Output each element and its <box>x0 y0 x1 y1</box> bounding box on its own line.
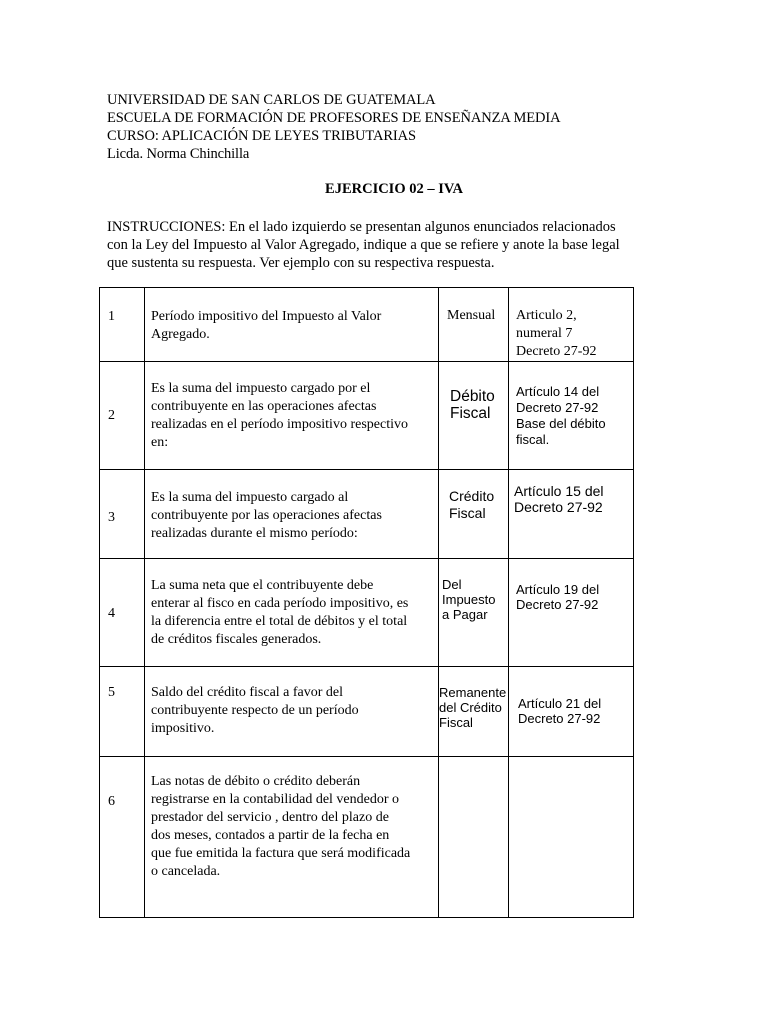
legal-base-line: Artículo 15 del <box>514 483 604 499</box>
description-line: de créditos fiscales generados. <box>151 631 322 647</box>
legal-base-line: Articulo 2, <box>516 308 577 323</box>
description-line: contribuyente por las operaciones afectas <box>151 508 382 523</box>
row-answer <box>439 362 509 470</box>
description-line: prestador del servicio , dentro del plazo de <box>151 810 389 825</box>
answer-line: del Crédito <box>439 700 502 715</box>
description-line: Saldo del crédito fiscal a favor del <box>151 685 344 700</box>
description-line: enterar al fisco en cada período impositivo, es <box>151 595 409 611</box>
row-description <box>145 757 439 918</box>
description-line: Agregado. <box>151 327 210 342</box>
instructions-line: con la Ley del Impuesto al Valor Agregado, indique a que se refiere y anote la base legal <box>107 237 620 253</box>
row-number: 4 <box>100 559 145 667</box>
answer-line: Remanente <box>439 685 507 700</box>
answer-line: Del <box>442 577 462 592</box>
exercise-table <box>99 287 634 918</box>
row-description <box>145 362 439 470</box>
row-legal-base <box>509 288 634 362</box>
instructions-line: INSTRUCCIONES: En el lado izquierdo se presentan algunos enunciados relacionados <box>107 219 616 235</box>
row-answer <box>439 288 509 362</box>
description-line: dos meses, contados a partir de la fecha en <box>151 828 390 843</box>
description-line: Período impositivo del Impuesto al Valor <box>151 309 382 324</box>
row-description <box>145 470 439 559</box>
legal-base-line: fiscal. <box>516 432 550 447</box>
row-description <box>145 288 439 362</box>
answer-line: a Pagar <box>442 607 488 622</box>
answer-line: Mensual <box>447 308 496 323</box>
header-course: CURSO: APLICACIÓN DE LEYES TRIBUTARIAS <box>107 128 416 144</box>
table-row <box>100 757 634 918</box>
exercise-title: EJERCICIO 02 – IVA <box>325 181 463 197</box>
row-legal-base <box>509 470 634 559</box>
answer-line: Débito <box>450 388 495 405</box>
row-answer <box>439 470 509 559</box>
header-university: UNIVERSIDAD DE SAN CARLOS DE GUATEMALA <box>107 92 436 108</box>
legal-base-line: Base del débito <box>516 416 606 431</box>
row-legal-base <box>509 757 634 918</box>
row-answer <box>439 667 509 757</box>
description-line: Es la suma del impuesto cargado por el <box>151 380 371 396</box>
description-line: contribuyente respecto de un período <box>151 703 359 718</box>
row-description <box>145 559 439 667</box>
table-row <box>100 667 634 757</box>
table-row <box>100 362 634 470</box>
header-instructor: Licda. Norma Chinchilla <box>107 146 250 162</box>
legal-base-line: Decreto 27-92 <box>514 499 603 515</box>
table-row <box>100 288 634 362</box>
description-line: Es la suma del impuesto cargado al <box>151 490 349 505</box>
row-number: 2 <box>100 362 145 470</box>
row-description <box>145 667 439 757</box>
instructions-line: que sustenta su respuesta. Ver ejemplo con su respectiva respuesta. <box>107 255 495 271</box>
answer-line: Impuesto <box>442 592 496 607</box>
answer-line: Fiscal <box>439 715 473 730</box>
row-legal-base <box>509 667 634 757</box>
row-legal-base <box>509 362 634 470</box>
description-line: Las notas de débito o crédito deberán <box>151 774 361 789</box>
answer-line: Fiscal <box>449 505 486 521</box>
legal-base-line: Decreto 27-92 <box>516 400 599 415</box>
row-number: 5 <box>100 667 145 757</box>
row-answer <box>439 559 509 667</box>
row-number: 1 <box>100 288 145 362</box>
description-line: la diferencia entre el total de débitos y el total <box>151 613 408 629</box>
legal-base-line: Decreto 27-92 <box>518 711 601 726</box>
header-school: ESCUELA DE FORMACIÓN DE PROFESORES DE ENSEÑANZA MEDIA <box>107 110 561 126</box>
document-header <box>107 91 561 163</box>
description-line: contribuyente en las operaciones afectas <box>151 398 377 414</box>
legal-base-line: Artículo 19 del <box>516 582 600 597</box>
description-line: que fue emitida la factura que será modificada <box>151 846 411 861</box>
description-line: en: <box>151 434 169 450</box>
instructions <box>107 218 647 272</box>
description-line: registrarse en la contabilidad del vendedor o <box>151 792 400 807</box>
row-number: 6 <box>100 757 145 918</box>
legal-base-line: Decreto 27-92 <box>516 597 599 612</box>
answer-line: Fiscal <box>450 405 491 422</box>
legal-base-line: Artículo 21 del <box>518 696 602 711</box>
legal-base-line: numeral 7 <box>516 326 573 341</box>
table-row <box>100 470 634 559</box>
row-number: 3 <box>100 470 145 559</box>
description-line: impositivo. <box>151 721 215 736</box>
answer-line: Crédito <box>449 488 495 504</box>
description-line: realizadas en el período impositivo respectivo <box>151 416 408 432</box>
description-line: realizadas durante el mismo período: <box>151 526 358 541</box>
legal-base-line: Decreto 27-92 <box>516 344 597 359</box>
description-line: o cancelada. <box>151 864 221 879</box>
legal-base-line: Artículo 14 del <box>516 384 600 399</box>
row-answer <box>439 757 509 918</box>
table-row <box>100 559 634 667</box>
description-line: La suma neta que el contribuyente debe <box>151 577 374 593</box>
row-legal-base <box>509 559 634 667</box>
